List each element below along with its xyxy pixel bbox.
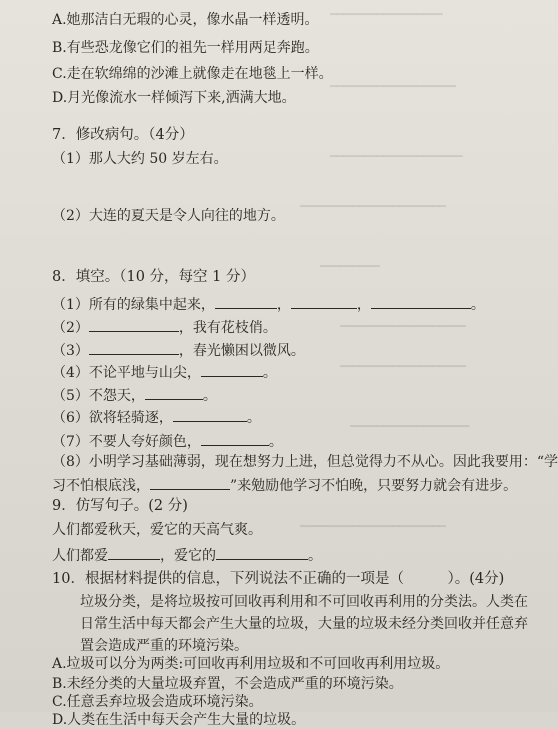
q8-7-period: 。 [268,434,283,450]
q8-3-prefix: （3） [52,343,89,359]
q8-8-blank[interactable] [150,475,230,490]
q9-part-2: ，爱它的 [160,548,216,564]
q8-2-blank[interactable] [89,317,179,332]
q8-line-7 [52,431,283,451]
q8-line-8b [52,475,517,495]
q8-2-suffix: ，我有花枝俏。 [178,320,277,336]
q10-option-b: B.未经分类的大量垃圾弃置，不会造成严重的环境污染。 [52,676,403,692]
q7-item-1: （1）那人大约 50 岁左右。 [52,151,228,167]
q8-8-suffix: ”来勉励他学习不怕晚，只要努力就会有进步。 [230,478,518,494]
q9-example: 人们都爱秋天，爱它的天高气爽。 [52,522,262,538]
q8-line-4 [52,362,277,382]
q10-option-d: D.人类在生活中每天会产生大量的垃圾。 [52,712,306,728]
q7-title: 7．修改病句。（4分） [52,127,194,143]
q9-part-1: 人们都爱 [52,548,108,564]
q8-5-period: 。 [202,388,217,404]
q9-imitation [52,545,322,565]
q8-4-period: 。 [262,365,277,381]
q8-4-blank[interactable] [201,362,263,377]
q8-4-prefix: （4）不论平地与山尖， [52,365,201,381]
q9-title: 9．仿写句子。(2 分) [52,498,188,514]
q6-option-b: B.有些恐龙像它们的祖先一样用两足奔跑。 [52,40,319,56]
q8-7-prefix: （7）不要人夸好颜色， [52,434,201,450]
q8-line-8a: （8）小明学习基础薄弱，现在想努力上进，但总觉得力不从心。因此我要用：“学 [52,454,558,470]
q8-6-blank[interactable] [173,407,247,422]
q8-line-3 [52,340,305,360]
q10-title: 10．根据材料提供的信息，下列说法不正确的一项是（ ）。(4分) [52,571,505,587]
q8-5-blank[interactable] [145,385,203,400]
q8-2-prefix: （2） [52,320,89,336]
q8-1-comma-a: ， [276,297,291,313]
q6-option-d: D.月光像流水一样倾泻下来,洒满大地。 [52,90,296,106]
q8-title: 8．填空。（10 分，每空 1 分） [52,269,255,285]
q8-1-comma-b: ， [356,297,371,313]
q8-1-blank-a[interactable] [215,294,277,309]
q8-1-prefix: （1）所有的绿集中起来， [52,297,215,313]
q7-item-2: （2）大连的夏天是令人向往的地方。 [52,208,285,224]
q8-line-6 [52,407,261,427]
q8-6-period: 。 [246,410,261,426]
q9-blank-2[interactable] [216,545,308,560]
q8-1-blank-b[interactable] [291,294,357,309]
q8-3-blank[interactable] [89,340,179,355]
q8-line-5 [52,385,217,405]
q8-6-prefix: （6）欲将轻骑逐， [52,410,173,426]
q8-8-prefix: 习不怕根底浅， [52,478,150,494]
q10-material: 垃圾分类，是将垃圾按可回收再利用和不可回收再利用的分类法。人类在日常生活中每天都会产生大量的垃圾，大量的垃圾未经分类回收并任意弃置会造成严重的环境污染。 [80,594,528,654]
q8-7-blank[interactable] [201,431,269,446]
q8-5-prefix: （5）不怨天， [52,388,145,404]
q8-line-2 [52,317,277,337]
exam-page: ━━━━━━━━━━━━━━━━━ ━━━━━━━━━━━━━━━━━━━ ━━━━━━━━━━━━━━━━━━━━ ━━━━━━━━━━━━━━━━━━━━━━ ━━━━━━━━━ ━━━━━━━━━━━━━━━━━━━ ━━━━━━━━━━━━━━━━━━━ ━━━━━━━━━━━━━━━━━━ ━━━━━━━━━━━━━━━━━━━━━━ A.她那洁白无瑕的心灵，像水晶一样透明。 B.有些恐龙像它们的祖先一样用两足奔跑。 C.走在软绵绵的沙滩上就像走在地毯上一样。 D.月光像流水一样倾泻下来,洒满大地。 7．修改病句。（4分） （1）那人大约 50 岁左右。 （2）大连的夏天是令人向往的地方。 8．填空。（10 分，每空 1 分） （1）所有的绿集中起来， ， ， 。 （2） ，我有花枝俏。 （3） ，春光懒困以微风。 （4）不论平地与山尖， 。 （5）不怨天， 。 （6）欲将轻骑逐， 。 （7）不要人夸好颜色， 。 （8）小明学习基础薄弱，现在想努力上进，但总觉得力不从心。因此我要用：“学 习不怕根底浅， ”来勉励他学习不怕晚，只要努力就会有进步。 9．仿写句子。(2 分) 人们都爱秋天，爱它的天高气爽。 人们都爱 ，爱它的 。 10．根据材料提供的信息，下列说法不正确的一项是（ ）。(4分) 垃圾分类，是将垃圾按可回收再利用和不可回收再利用的分类法。人类在日常生活中每天都会产生大量的垃圾，大量的垃圾未经分类回收并任意弃置会造成严重的环境污染。 A.垃圾可以分为两类:可回收再利用垃圾和不可回收再利用垃圾。 B.未经分类的大量垃圾弃置，不会造成严重的环境污染。 C.任意丢弃垃圾会造成环境污染。 D.人类在生活中每天会产生大量的垃圾。 [0,0,558,712]
q10-option-a: A.垃圾可以分为两类:可回收再利用垃圾和不可回收再利用垃圾。 [52,656,450,672]
q9-period: 。 [308,548,322,564]
q8-1-blank-c[interactable] [371,294,471,309]
q6-option-c: C.走在软绵绵的沙滩上就像走在地毯上一样。 [52,66,333,82]
q8-line-1 [52,294,485,314]
q8-3-suffix: ，春光懒困以微风。 [178,343,305,359]
q8-1-period: 。 [470,297,485,313]
q10-option-c: C.任意丢弃垃圾会造成环境污染。 [52,694,263,710]
q9-blank-1[interactable] [108,545,160,560]
q6-option-a: A.她那洁白无瑕的心灵，像水晶一样透明。 [52,12,319,28]
